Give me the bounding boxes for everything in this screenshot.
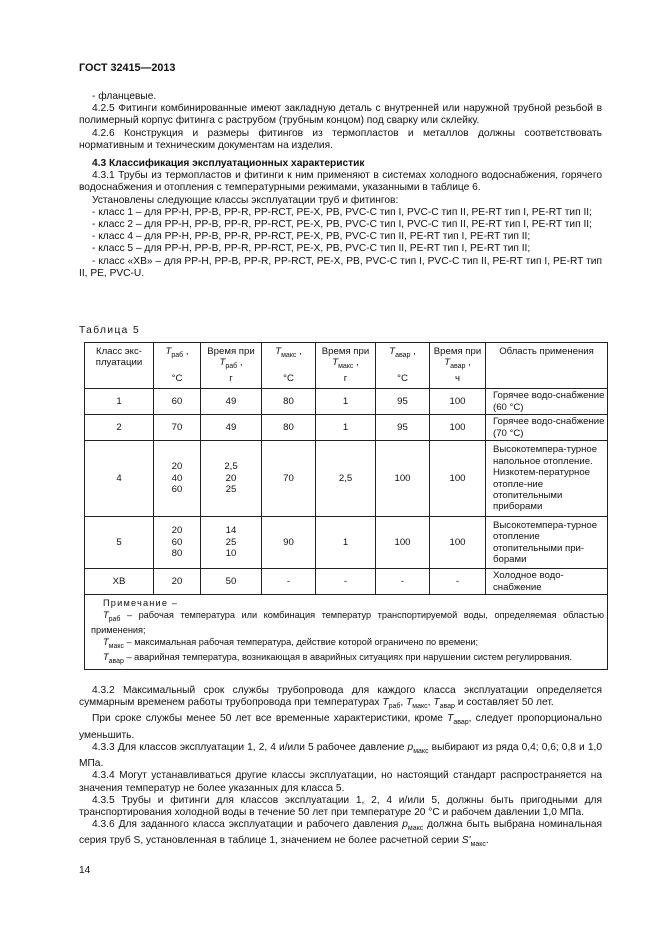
- cell-time-avar: -: [430, 569, 486, 595]
- paragraph: При сроке службы менее 50 лет все временные характеристики, кроме $T_{авар}$, следует пропорционально уменьшить.: [79, 713, 602, 741]
- header-time-avar: Время при $T_{авар}$ , ч: [430, 343, 486, 389]
- header-t-avar: $T_{авар}$ , °С: [376, 343, 430, 389]
- cell-time-maks: 2,5: [316, 441, 376, 517]
- table-note-row: [85, 595, 608, 670]
- paragraph: 4.3.3 Для классов эксплуатации 1, 2, 4 и/или 5 рабочее давление $p_{макс}$ выбирают из ряда 0,4; 0,6; 0,8 и 1,0 МПа.: [79, 741, 603, 770]
- cell-t-avar: -: [376, 569, 430, 595]
- document-header: ГОСТ 32415—2013: [79, 62, 176, 74]
- note-line: $T_{макс}$ – максимальная рабочая температура, действие которой ограничено по времени;: [103, 636, 478, 650]
- table-header-row: [85, 343, 608, 389]
- cell-t-rab: 20: [154, 569, 201, 595]
- cell-t-avar: 100: [376, 441, 430, 517]
- table-note: [85, 595, 608, 670]
- cell-class: 5: [85, 517, 154, 569]
- cell-t-maks: 80: [262, 415, 316, 441]
- cell-t-avar: 95: [376, 389, 430, 415]
- cell-t-rab: 20 60 80: [154, 517, 201, 569]
- paragraph: 4.3.1 Трубы из термопластов и фитинги к ним применяют в системах холодного водоснабжения, горячего водоснабжения и отопления с температурными режимами, указанными в таблице 6.: [79, 170, 602, 194]
- cell-t-avar: 95: [376, 415, 430, 441]
- header-t-rab: $T_{раб}$ , °С: [154, 343, 201, 389]
- list-item: - класс 5 – для PP-H, PP-B, PP-R, PP-RCT, PE-X, PB, PVC-C тип II, PE-RT тип I, PE-RT тип II;: [92, 243, 531, 255]
- paragraph: 4.2.6 Конструкция и размеры фитингов из термопластов и металлов должны соответствовать нормативным и техническим документам на изделия.: [79, 127, 602, 151]
- cell-t-maks: -: [262, 569, 316, 595]
- note-line: $T_{раб}$ – рабочая температура или комбинация температур транспортируемой воды, определяемая областью применения;: [91, 609, 604, 636]
- cell-class: 1: [85, 389, 154, 415]
- cell-area: Высокотемпера-турное отопление отопительными при-борами: [486, 517, 608, 569]
- cell-t-rab: 60: [154, 389, 201, 415]
- table-row: [85, 517, 608, 569]
- header-area: Область применения: [486, 343, 608, 389]
- cell-t-rab: 20 40 60: [154, 441, 201, 517]
- paragraph: 4.3.4 Могут устанавливаться другие классы эксплуатации, но настоящий стандарт распространяется на значения температур не более указанных для класса 5.: [79, 770, 602, 794]
- table-row: [85, 415, 608, 441]
- paragraph: 4.3.2 Максимальный срок службы трубопровода для каждого класса эксплуатации определяется суммарным временем работы трубопровода при температурах $T_{раб}$, $T_{макс}$, $T_{авар}$ и составляет 50 лет.: [79, 685, 602, 711]
- cell-time-avar: 100: [430, 415, 486, 441]
- cell-time-avar: 100: [430, 441, 486, 517]
- cell-t-avar: 100: [376, 517, 430, 569]
- paragraph: Установлены следующие классы эксплуатации труб и фитингов:: [92, 194, 399, 206]
- cell-t-maks: 70: [262, 441, 316, 517]
- page-number: 14: [79, 865, 91, 876]
- cell-area: Холодное водо-снабжение: [486, 569, 608, 595]
- classification-table: [84, 342, 608, 670]
- note-title: Примечание –: [103, 598, 179, 608]
- cell-time-maks: 1: [316, 517, 376, 569]
- header-time-rab: Время при $T_{раб}$ , г: [201, 343, 262, 389]
- cell-class: 4: [85, 441, 154, 517]
- table-row: [85, 441, 608, 517]
- text-block-top: [79, 91, 602, 280]
- header-time-maks: Время при $T_{макс}$ , г: [316, 343, 376, 389]
- cell-time-maks: -: [316, 569, 376, 595]
- paragraph: 4.2.5 Фитинги комбинированные имеют закладную деталь с внутренней или наружной трубной резьбой в полимерный корпус фитинга с раструбом (трубным концом) под сварку или склейку.: [79, 103, 602, 127]
- text-block-bottom: [79, 685, 602, 852]
- paragraph: 4.3.5 Трубы и фитинги для классов эксплуатации 1, 2, 4 и/или 5, должны быть пригодными для транспортирования холодной воды в течение 50 лет при температуре 20 °С и рабочем давлении 1,0 МПа.: [79, 794, 602, 818]
- header-class: Класс экс-плуатации: [85, 343, 154, 389]
- note-line: $T_{авар}$ – аварийная температура, возникающая в аварийных ситуациях при нарушении систем регулирования.: [103, 652, 573, 665]
- list-item: - класс 1 – для PP-H, PP-B, PP-R, PP-RCT, PE-X, PB, PVC-C тип I, PVC-C тип II, PE-RT тип I, PE-RT тип II;: [92, 206, 592, 218]
- cell-area: Высокотемпера-турное напольное отопление. Низкотем-пературное отопле-ние отопительными приборами: [486, 441, 608, 517]
- table-row: [85, 389, 608, 415]
- cell-time-avar: 100: [430, 389, 486, 415]
- cell-area: Горячее водо-снабжение (70 °С): [486, 415, 608, 441]
- section-title: 4.3 Классификация эксплуатационных характеристик: [92, 158, 365, 170]
- table-caption: Таблица 5: [79, 325, 141, 336]
- cell-time-avar: 100: [430, 517, 486, 569]
- list-item: - класс 2 – для PP-H, PP-B, PP-R, PP-RCT, PE-X, PB, PVC-C тип I, PVC-C тип II, PE-RT тип I, PE-RT тип II;: [92, 219, 592, 231]
- list-item: - класс «ХВ» – для PP-H, PP-B, PP-R, PP-RCT, PE-X, PB, PVC-C тип I, PVC-C тип II, PE-RT тип I, PE-RT тип II, PE, PVC-U.: [79, 255, 602, 279]
- table-row: [85, 569, 608, 595]
- cell-time-rab: 49: [201, 389, 262, 415]
- cell-area: Горячее водо-снабжение (60 °С): [486, 389, 608, 415]
- paragraph: 4.3.6 Для заданного класса эксплуатации и рабочего давления $p_{макс}$ должна быть выбрана номинальная серия труб S, установленная в таблице 1, значением не более расчетной серии $S'_{макс}$.: [79, 819, 602, 849]
- cell-t-maks: 90: [262, 517, 316, 569]
- list-item: - класс 4 – для PP-H, PP-B, PP-R, PP-RCT, PE-X, PB, PVC-C тип II, PE-RT тип I, PE-RT тип II;: [92, 231, 531, 243]
- cell-time-rab: 49: [201, 415, 262, 441]
- cell-class: 2: [85, 415, 154, 441]
- paragraph: - фланцевые.: [92, 91, 157, 102]
- cell-time-rab: 50: [201, 569, 262, 595]
- cell-t-maks: 80: [262, 389, 316, 415]
- cell-time-rab: 2,5 20 25: [201, 441, 262, 517]
- cell-time-rab: 14 25 10: [201, 517, 262, 569]
- cell-class: ХВ: [85, 569, 154, 595]
- cell-t-rab: 70: [154, 415, 201, 441]
- cell-time-maks: 1: [316, 389, 376, 415]
- cell-time-maks: 1: [316, 415, 376, 441]
- header-t-maks: $T_{макс}$ , °С: [262, 343, 316, 389]
